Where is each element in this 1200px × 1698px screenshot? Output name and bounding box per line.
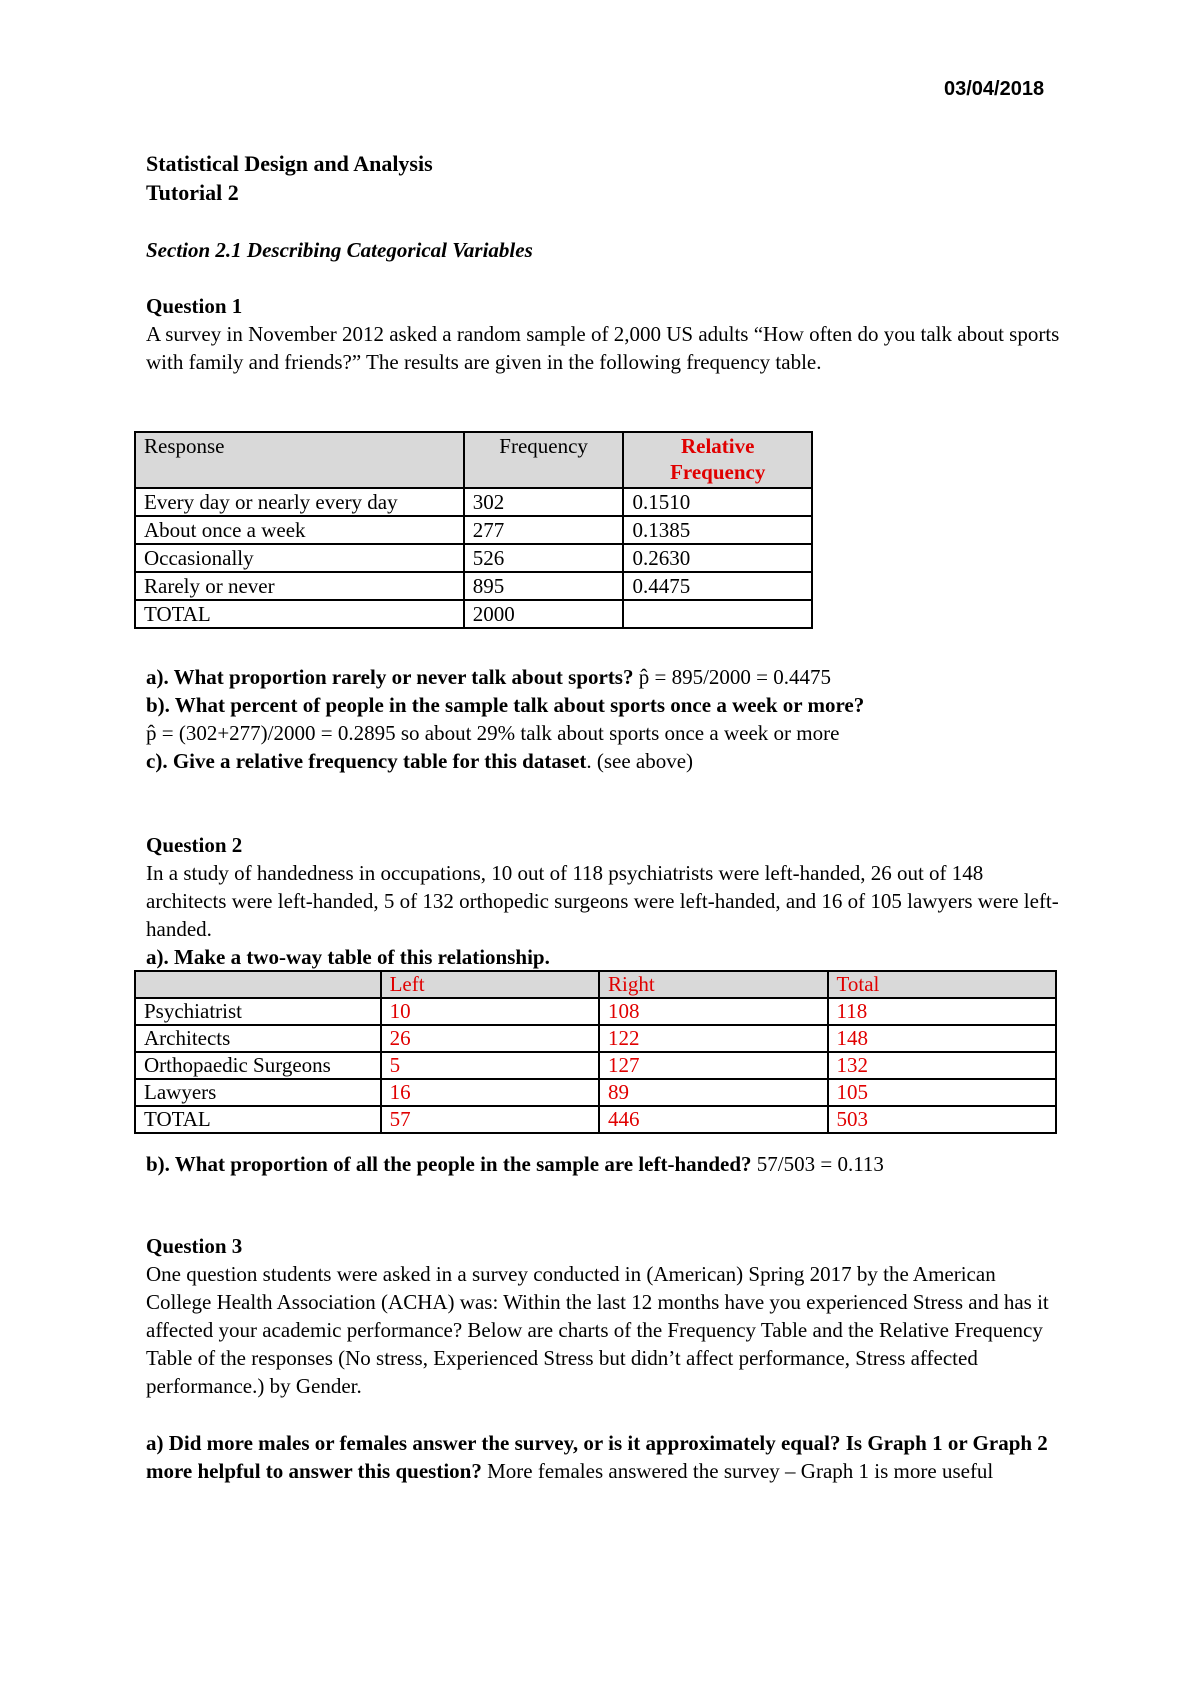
question-1-text: [146, 320, 1066, 376]
table-cell: 0.1385: [623, 516, 812, 544]
table-row: [135, 1025, 1056, 1052]
table-row: [135, 544, 812, 572]
two-way-table: [134, 970, 1057, 1134]
table-cell: 302: [464, 488, 624, 516]
table-header-row: [135, 971, 1056, 998]
table-cell: 57: [381, 1106, 599, 1133]
table-row: [135, 600, 812, 628]
table-cell: 0.1510: [623, 488, 812, 516]
document-title: Statistical Design and Analysis: [146, 151, 433, 176]
table-cell: 89: [599, 1079, 827, 1106]
header-cell: Left: [381, 971, 599, 998]
question-2-body: In a study of handedness in occupations, 10 out of 118 psychiatrists were left-handed, 26 out of 148 architects were left-handed, 5 of 132 orthopedic surgeons were left-handed, and 16 of 105 lawyers were left-handed.: [146, 861, 1059, 941]
header-cell: Frequency: [464, 432, 624, 488]
table-cell: Orthopaedic Surgeons: [135, 1052, 381, 1079]
table-cell: 148: [828, 1025, 1056, 1052]
question-2-text: [146, 859, 1066, 943]
question-1-heading: Question 1: [146, 294, 243, 318]
table-row: [135, 488, 812, 516]
table-row: [135, 1079, 1056, 1106]
table-cell: Psychiatrist: [135, 998, 381, 1025]
table-row: [135, 998, 1056, 1025]
table-cell: 105: [828, 1079, 1056, 1106]
table-cell: 446: [599, 1106, 827, 1133]
question-3a-answer: More females answered the survey – Graph 1 is more useful: [481, 1459, 994, 1483]
question-2-heading: Question 2: [146, 833, 243, 857]
question-1a-prompt: a). What proportion rarely or never talk about sports?: [146, 665, 634, 689]
table-row: [135, 1052, 1056, 1079]
question-3-heading: Question 3: [146, 1234, 243, 1258]
table-cell: 26: [381, 1025, 599, 1052]
header-cell: Relative Frequency: [623, 432, 812, 488]
table-cell: Architects: [135, 1025, 381, 1052]
table-cell: 16: [381, 1079, 599, 1106]
table-cell: 0.4475: [623, 572, 812, 600]
table-row: [135, 572, 812, 600]
question-1b-prompt: b). What percent of people in the sample talk about sports once a week or more?: [146, 693, 865, 717]
header-cell: Total: [828, 971, 1056, 998]
question-3-body: One question students were asked in a survey conducted in (American) Spring 2017 by the American College Health Association (ACHA) was: Within the last 12 months have you experienced Stress and has it affected your academic performance? Below are charts of the Frequency Table and the Relative Frequency Table of the responses (No stress, Experienced Stress but didn’t affect performance, Stress affected performance.) by Gender.: [146, 1262, 1049, 1398]
table-cell: Occasionally: [135, 544, 464, 572]
table-cell: 122: [599, 1025, 827, 1052]
table-cell: Rarely or never: [135, 572, 464, 600]
header-cell: [135, 971, 381, 998]
question-2a-prompt: a). Make a two-way table of this relationship.: [146, 945, 550, 969]
table-row: [135, 1106, 1056, 1133]
table-cell: 5: [381, 1052, 599, 1079]
section-heading: Section 2.1 Describing Categorical Variables: [146, 238, 533, 262]
question-1a-answer: p̂ = 895/2000 = 0.4475: [633, 665, 832, 689]
table-header-row: [135, 432, 812, 488]
table-cell: TOTAL: [135, 1106, 381, 1133]
table-cell: 132: [828, 1052, 1056, 1079]
header-cell: Response: [135, 432, 464, 488]
table-cell: 127: [599, 1052, 827, 1079]
table-cell: About once a week: [135, 516, 464, 544]
table-cell: 118: [828, 998, 1056, 1025]
header-cell: Right: [599, 971, 827, 998]
question-2b-answer: 57/503 = 0.113: [751, 1152, 884, 1176]
table-cell: TOTAL: [135, 600, 464, 628]
table-cell: 10: [381, 998, 599, 1025]
question-3a-prompt: a) Did more males or females answer the survey, or is it approximately equal? Is Graph 1 or Graph 2 more helpful to answer this question?: [146, 1431, 1048, 1483]
table-cell: 277: [464, 516, 624, 544]
document-date: 03/04/2018: [944, 78, 1045, 100]
table-row: [135, 516, 812, 544]
table-cell: 526: [464, 544, 624, 572]
table-cell: [623, 600, 812, 628]
question-2b: [146, 1150, 884, 1178]
question-1c: [146, 747, 693, 775]
question-1-body: A survey in November 2012 asked a random sample of 2,000 US adults “How often do you talk about sports with family and friends?” The results are given in the following frequency table.: [146, 322, 1060, 374]
question-1b-answer: p̂ = (302+277)/2000 = 0.2895 so about 29% talk about sports once a week or more: [146, 721, 840, 745]
table-cell: 895: [464, 572, 624, 600]
question-1c-prompt: c). Give a relative frequency table for this dataset: [146, 749, 587, 773]
tutorial-number: Tutorial 2: [146, 180, 239, 205]
table-cell: 0.2630: [623, 544, 812, 572]
question-1a: [146, 663, 831, 691]
table-cell: Lawyers: [135, 1079, 381, 1106]
table-cell: 2000: [464, 600, 624, 628]
question-3a: [146, 1429, 1066, 1485]
question-2b-prompt: b). What proportion of all the people in the sample are left-handed?: [146, 1152, 752, 1176]
question-1c-answer: . (see above): [586, 749, 694, 773]
table-cell: 108: [599, 998, 827, 1025]
table-cell: 503: [828, 1106, 1056, 1133]
frequency-table: [134, 431, 813, 629]
question-3-text: [146, 1260, 1066, 1400]
table-cell: Every day or nearly every day: [135, 488, 464, 516]
